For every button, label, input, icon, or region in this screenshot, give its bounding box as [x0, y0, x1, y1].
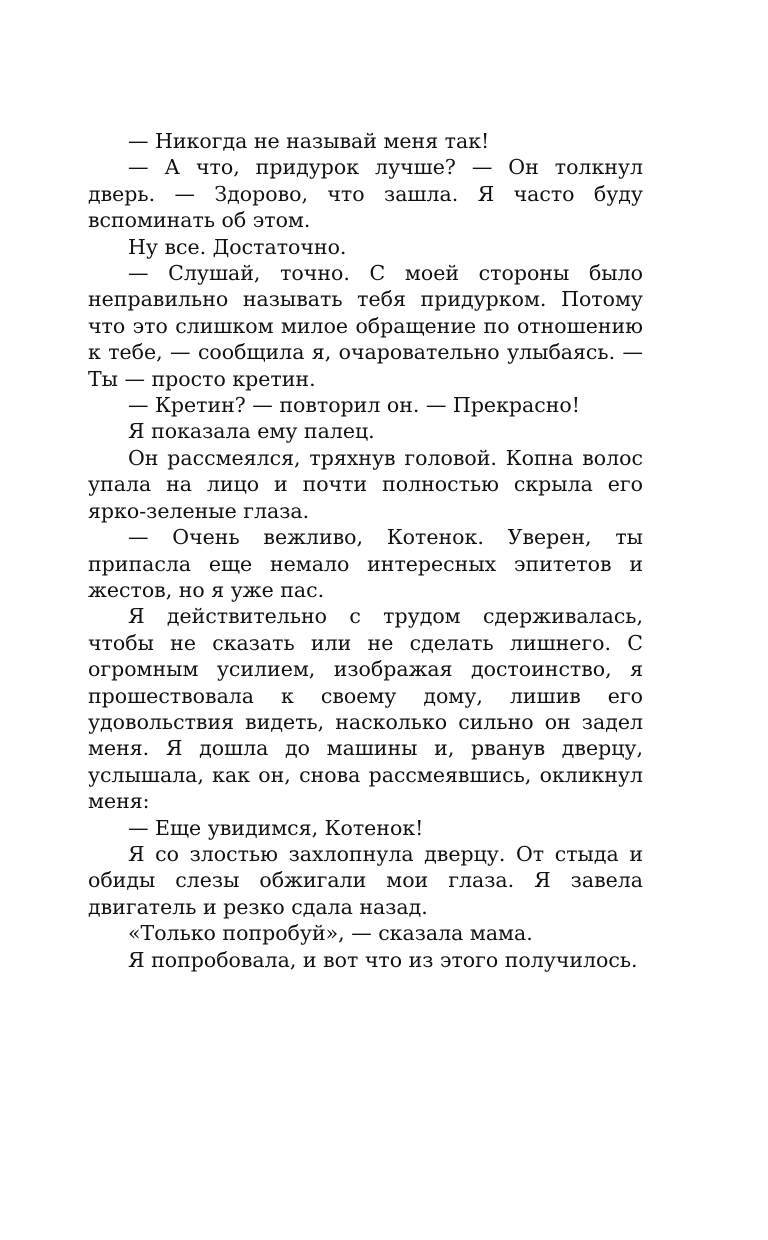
paragraph-8: — Очень вежливо, Котенок. Уверен, ты припасла еще немало интересных эпитетов и жестов, но я уже пас.: [88, 525, 643, 602]
paragraph-9: Я действительно с трудом сдерживалась, чтобы не сказать или не сделать лишнего. С огромным усилием, изображая достоинство, я прошествовала к своему дому, лишив его удовольствия видеть, насколько сильно он задел меня. Я дошла до машины и, рванув дверцу, услышала, как он, снова рассмеявшись, окликнул меня:: [88, 604, 643, 814]
paragraph-7: Он рассмеялся, тряхнув головой. Копна волос упала на лицо и почти полностью скрыла его ярко-зеленые глаза.: [88, 445, 643, 523]
paragraph-13: Я попробовала, и вот что из этого получилось.: [128, 947, 638, 972]
paragraph-12: «Только попробуй», — сказала мама.: [128, 921, 533, 946]
paragraph-5: — Кретин? — повторил он. — Прекрасно!: [128, 393, 580, 418]
paragraph-6: Я показала ему палец.: [128, 419, 375, 444]
paragraph-1: — Никогда не называй меня так!: [128, 129, 490, 153]
paragraph-3: Ну все. Достаточно.: [128, 234, 347, 259]
paragraph-10: — Еще увидимся, Котенок!: [128, 815, 424, 840]
book-page: [88, 128, 643, 973]
paragraph-2: — А что, придурок лучше? — Он толкнул дверь. — Здорово, что зашла. Я часто буду вспоминать об этом.: [88, 155, 643, 233]
paragraph-11: Я со злостью захлопнула дверцу. От стыда и обиды слезы обжигали мои глаза. Я завела двигатель и резко сдала назад.: [88, 841, 643, 919]
paragraph-4: — Слушай, точно. С моей стороны было неправильно называть тебя придурком. Потому что это слишком милое обращение по отношению к тебе, — сообщила я, очаровательно улыбаясь. — Ты — просто кретин.: [88, 261, 643, 391]
